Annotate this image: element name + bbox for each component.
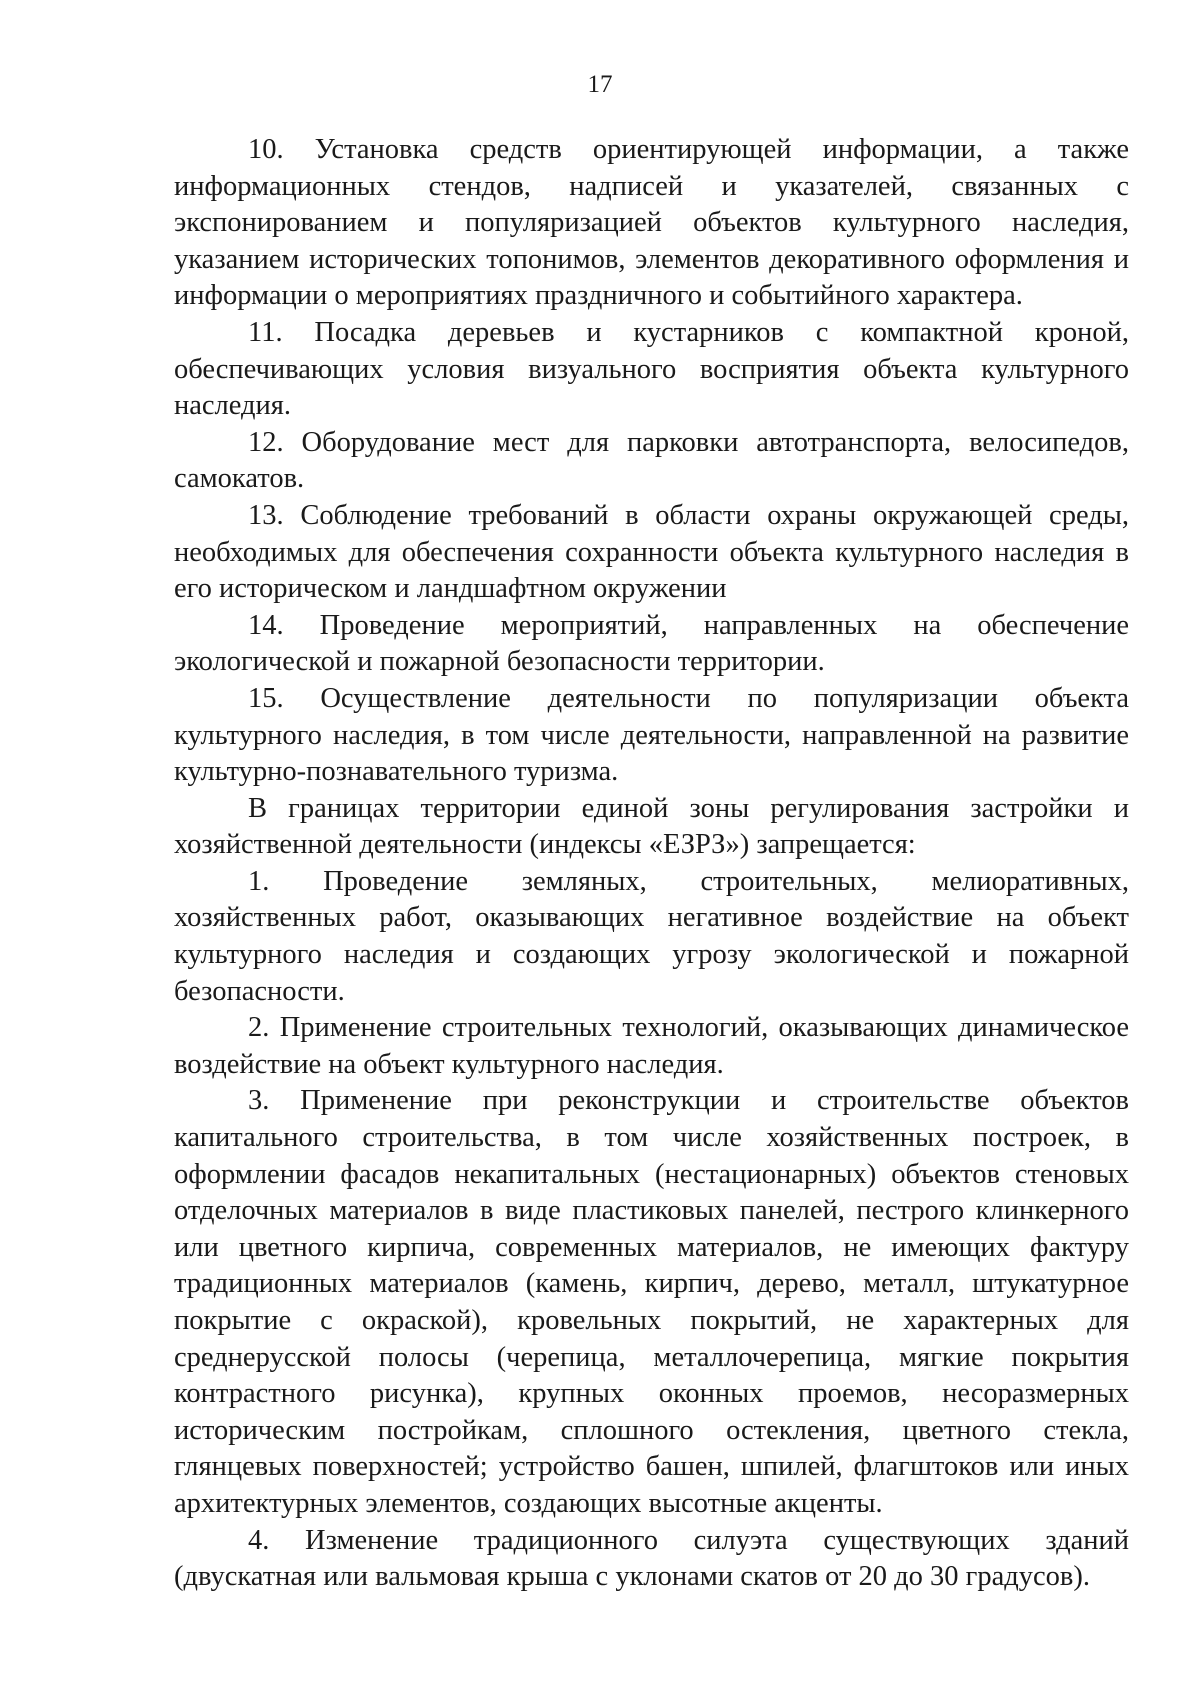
- paragraph-prohibitions-intro: В границах территории единой зоны регулирования застройки и хозяйственной деятельности (индексы «ЕЗРЗ») запрещается:: [174, 792, 1129, 861]
- paragraph-item-14: 14. Проведение мероприятий, направленных на обеспечение экологической и пожарной безопасности территории.: [174, 609, 1129, 678]
- paragraph-prohibition-1: 1. Проведение земляных, строительных, мелиоративных, хозяйственных работ, оказывающих негативное воздействие на объект культурного наследия и создающих угрозу экологической и пожарной безопасности.: [174, 865, 1129, 1007]
- document-body: [174, 132, 1129, 1596]
- paragraph-prohibition-2: 2. Применение строительных технологий, оказывающих динамическое воздействие на объект культурного наследия.: [174, 1012, 1129, 1080]
- paragraph-item-15: 15. Осуществление деятельности по популяризации объекта культурного наследия, в том числе деятельности, направленной на развитие культурно-познавательного туризма.: [174, 682, 1129, 788]
- paragraph-item-10: 10. Установка средств ориентирующей информации, а также информационных стендов, надписей и указателей, связанных с экспонированием и популяризацией объектов культурного наследия, указанием исторических топонимов, элементов декоративного оформления и информации о мероприятиях праздничного и событийного характера.: [174, 134, 1129, 312]
- paragraph-item-12: 12. Оборудование мест для парковки автотранспорта, велосипедов, самокатов.: [174, 426, 1129, 495]
- paragraph-prohibition-3: 3. Применение при реконструкции и строительстве объектов капитального строительства, в том числе хозяйственных построек, в оформлении фасадов некапитальных (нестационарных) объектов стеновых отделочных материалов в виде пластиковых панелей, пестрого клинкерного или цветного кирпича, современных материалов, не имеющих фактуру традиционных материалов (камень, кирпич, дерево, металл, штукатурное покрытие с окраской), кровельных покрытий, не характерных для среднерусской полосы (черепица, металлочерепица, мягкие покрытия контрастного рисунка), крупных оконных проемов, несоразмерных историческим постройкам, сплошного остекления, цветного стекла, глянцевых поверхностей; устройство башен, шпилей, флагштоков или иных архитектурных элементов, создающих высотные акценты.: [174, 1085, 1129, 1519]
- paragraph-prohibition-4: 4. Изменение традиционного силуэта существующих зданий (двускатная или вальмовая крыша с уклонами скатов от 20 до 30 градусов).: [174, 1524, 1129, 1593]
- paragraph-item-11: 11. Посадка деревьев и кустарников с компактной кроной, обеспечивающих условия визуального восприятия объекта культурного наследия.: [174, 316, 1129, 422]
- paragraph-item-13: 13. Соблюдение требований в области охраны окружающей среды, необходимых для обеспечения сохранности объекта культурного наследия в его историческом и ландшафтном окружении: [174, 499, 1129, 605]
- page-number: 17: [587, 71, 613, 98]
